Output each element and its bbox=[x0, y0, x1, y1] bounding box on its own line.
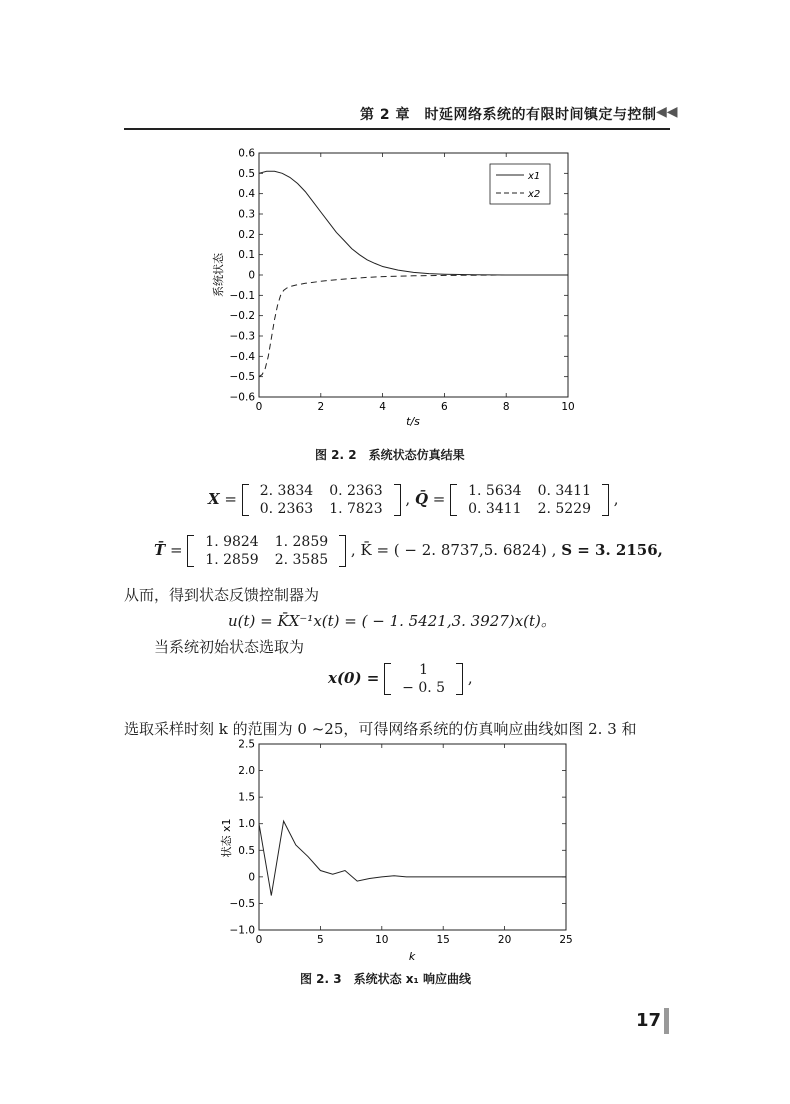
x-tick-label: 2 bbox=[317, 401, 325, 413]
x-tick-label: 6 bbox=[441, 401, 448, 413]
X-label: X bbox=[208, 490, 220, 508]
control-law: u(t) = K̄X⁻¹x(t) = ( − 1. 5421,3. 3927)x(t)。 bbox=[228, 612, 556, 630]
paragraph-sampling: 选取采样时刻 k 的范围为 0 ~25，可得网络系统的仿真响应曲线如图 2. 3 和 bbox=[124, 720, 637, 738]
legend-x2: x2 bbox=[528, 189, 541, 200]
y-tick-label: 0.1 bbox=[238, 249, 255, 262]
T-label: T̄ bbox=[154, 541, 166, 559]
x-tick-label: 0 bbox=[255, 934, 263, 946]
equation-x0: x(0) = 1 − 0. 5 , bbox=[328, 662, 473, 696]
figure-2-3-caption: 图 2. 3 系统状态 x₁ 响应曲线 bbox=[300, 972, 471, 986]
figure-2-3-chart bbox=[200, 738, 600, 966]
y-tick-label: −0.4 bbox=[229, 350, 255, 363]
y-tick-label: 0.5 bbox=[238, 167, 255, 180]
y-tick-label: 0.5 bbox=[238, 844, 255, 857]
x-tick-label: 8 bbox=[502, 401, 510, 413]
y-tick-label: 0.4 bbox=[238, 188, 255, 201]
Q-label: Q̄ bbox=[414, 490, 429, 508]
matrix-X: 2. 3834 0. 2363 0. 2363 1. 7823 bbox=[242, 482, 401, 518]
y-axis-label: 状态 x1 bbox=[220, 818, 233, 858]
x-tick-label: 10 bbox=[561, 401, 575, 413]
y-tick-label: −0.1 bbox=[229, 289, 255, 302]
page-number-bar bbox=[664, 1008, 669, 1034]
matrix-x0: 1 − 0. 5 bbox=[384, 661, 463, 697]
K-value: K̄ = ( − 2. 8737,5. 6824) , bbox=[360, 541, 557, 559]
x-tick-label: 0 bbox=[255, 401, 263, 413]
x-tick-label: 5 bbox=[317, 934, 324, 946]
x-tick-label: 15 bbox=[436, 934, 450, 946]
paragraph-controller: 从而，得到状态反馈控制器为 bbox=[124, 586, 320, 604]
x-tick-label: 10 bbox=[375, 934, 389, 946]
x-tick-label: 25 bbox=[559, 934, 573, 946]
S-value: S = 3. 2156, bbox=[561, 541, 663, 559]
y-tick-label: −0.2 bbox=[229, 310, 255, 323]
x-axis-label: k bbox=[408, 950, 416, 963]
y-tick-label: 1.0 bbox=[238, 818, 255, 831]
y-tick-label: 2.0 bbox=[238, 765, 255, 778]
y-tick-label: 0.2 bbox=[238, 228, 255, 241]
y-tick-label: −0.5 bbox=[229, 371, 255, 384]
matrix-Q: 1. 5634 0. 3411 0. 3411 2. 5229 bbox=[450, 482, 609, 518]
y-tick-label: 1.5 bbox=[238, 791, 255, 804]
y-tick-label: 2.5 bbox=[238, 738, 255, 751]
equation-X-Q: X = 2. 3834 0. 2363 0. 2363 1. 7823 , Q̄ = 1. 5634 0. 3411 0. 3411 2. 5229 , bbox=[208, 483, 619, 517]
legend-x1: x1 bbox=[528, 171, 541, 182]
x-tick-label: 4 bbox=[379, 401, 386, 413]
y-tick-label: 0.6 bbox=[238, 147, 255, 160]
header-rule bbox=[124, 128, 670, 130]
y-tick-label: 0 bbox=[248, 269, 255, 282]
figure-2-2-chart bbox=[200, 140, 600, 430]
y-tick-label: −0.6 bbox=[229, 391, 255, 404]
y-tick-label: −1.0 bbox=[229, 924, 255, 937]
legend bbox=[490, 164, 550, 204]
y-tick-label: 0.3 bbox=[238, 208, 255, 221]
matrix-T: 1. 9824 1. 2859 1. 2859 2. 3585 bbox=[187, 533, 346, 569]
page-number: 17 bbox=[636, 1010, 662, 1031]
paragraph-initial-state: 当系统初始状态选取为 bbox=[154, 638, 305, 656]
equation-T-K-S: T̄ = 1. 9824 1. 2859 1. 2859 2. 3585 , K̄ = ( − 2. 8737,5. 6824) , S = 3. 2156, bbox=[154, 534, 663, 568]
x-axis-label: t/s bbox=[406, 415, 420, 428]
y-tick-label: −0.3 bbox=[229, 330, 255, 343]
series-line-x1 bbox=[259, 821, 566, 895]
chapter-header: 第 2 章 时延网络系统的有限时间镇定与控制 bbox=[360, 107, 657, 123]
plot-frame bbox=[259, 744, 566, 930]
y-tick-label: 0 bbox=[248, 871, 255, 884]
y-tick-label: −0.5 bbox=[229, 897, 255, 910]
x-tick-label: 20 bbox=[497, 934, 512, 946]
figure-2-2-caption: 图 2. 2 系统状态仿真结果 bbox=[315, 448, 465, 462]
series-line-x2 bbox=[259, 275, 568, 377]
y-axis-label: 系统状态 bbox=[212, 253, 225, 297]
header-arrow-icon: ◀◀ bbox=[656, 104, 678, 120]
